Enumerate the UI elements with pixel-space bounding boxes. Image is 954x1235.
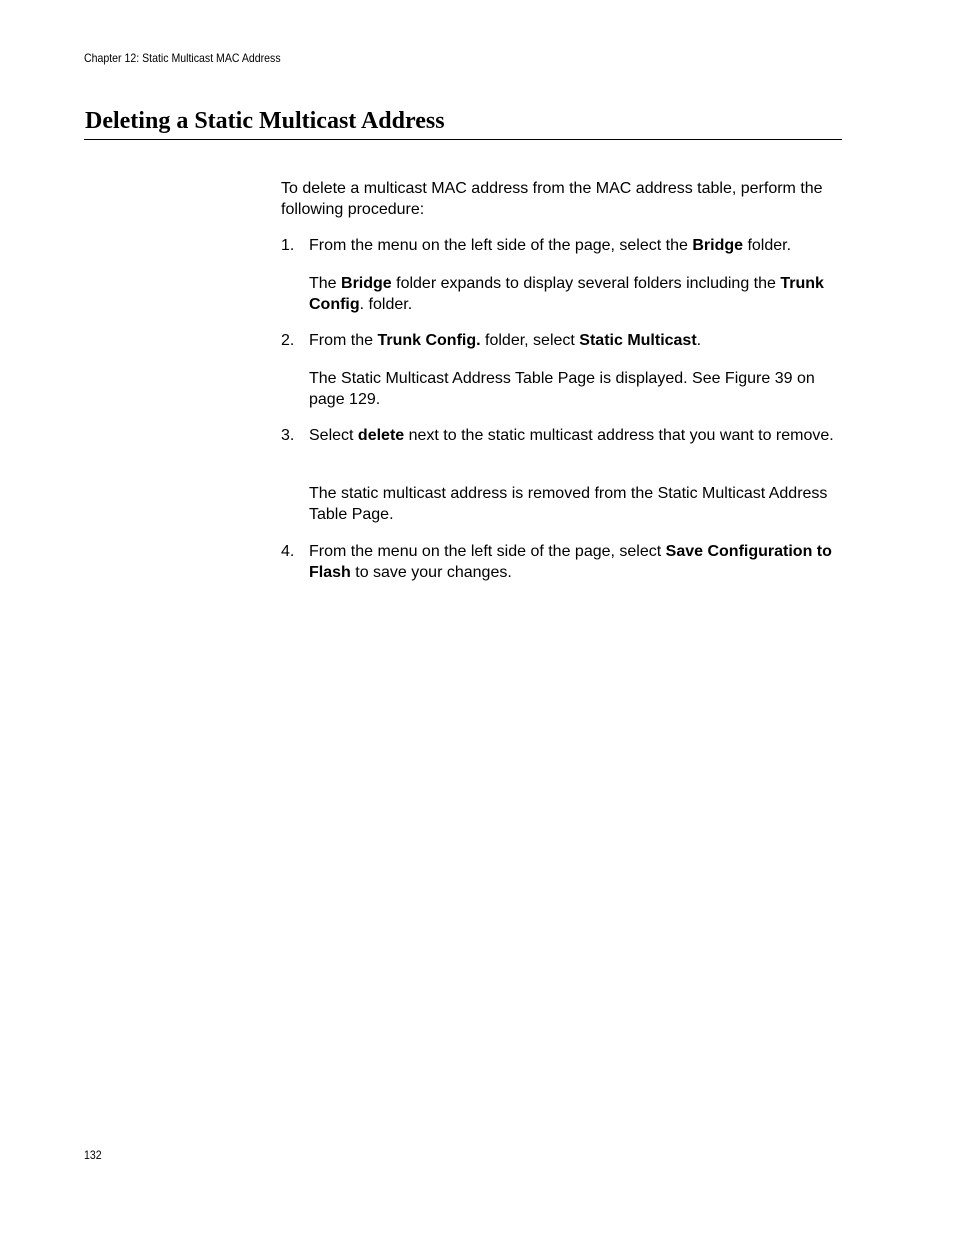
section-title: Deleting a Static Multicast Address [85,108,445,134]
step-1-bold-bridge: Bridge [692,237,744,254]
step-1-instruction: From the menu on the left side of the page, select the Bridge folder. [309,237,792,254]
step-1-number: 1. [281,237,295,254]
title-rule [84,139,842,140]
step-3-number: 3. [281,427,295,444]
step-4-instruction: From the menu on the left side of the page, select Save Configuration to Flash to save your changes. [309,543,832,581]
page-number: 132 [84,1148,102,1162]
step-2-number: 2. [281,332,295,349]
step-4-number: 4. [281,543,295,560]
step-2-instruction: From the Trunk Config. folder, select Static Multicast. [309,332,702,349]
step-3-result: The static multicast address is removed from the Static Multicast Address Table Page. [309,485,828,523]
step-3-instruction: Select delete next to the static multicast address that you want to remove. [309,427,834,444]
intro-paragraph: To delete a multicast MAC address from the MAC address table, perform the following procedure: [281,180,823,218]
step-1-result: The Bridge folder expands to display several folders including the Trunk Config. folder. [309,275,824,313]
running-header: Chapter 12: Static Multicast MAC Address [84,51,281,65]
step-2-result: The Static Multicast Address Table Page is displayed. See Figure 39 on page 129. [309,370,815,408]
